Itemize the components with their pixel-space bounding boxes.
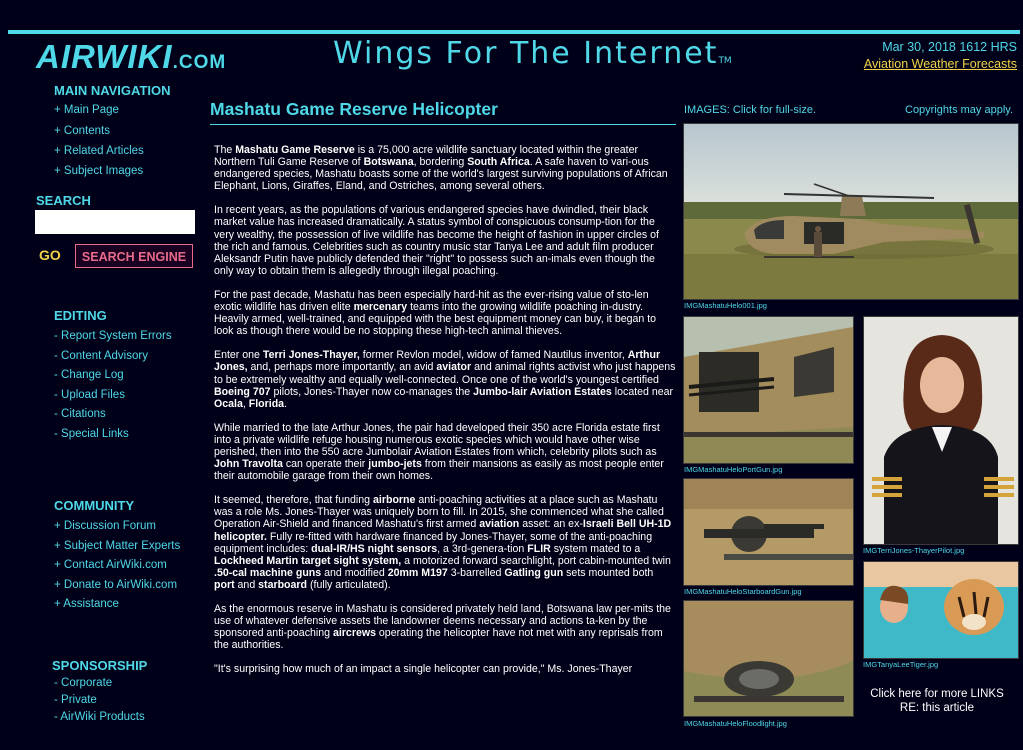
pilot-portrait-photo[interactable] xyxy=(863,316,1019,545)
date-time: Mar 30, 2018 1612 HRS xyxy=(882,40,1017,54)
nav-discussion-forum[interactable]: + Discussion Forum xyxy=(54,520,156,532)
search-input[interactable] xyxy=(35,210,195,234)
emphasized-term: port xyxy=(214,578,235,591)
nav-related-articles[interactable]: + Related Articles xyxy=(54,145,144,157)
image-caption: IMGMashatuHeloPortGun.jpg xyxy=(684,465,783,474)
nav-change-log[interactable]: - Change Log xyxy=(54,369,124,381)
article-paragraph: The Mashatu Game Reserve is a 75,000 acre wildlife sanctuary located within the greater Northern Tuli Game Reserve of Botswana, bordering South Africa. A safe haven to vari-ous endangered species, Mashatu boasts some of the world's largest surviving populations of African Elephant, Lions, Giraffes, Eland, and Ostriches, among several others. xyxy=(214,144,668,193)
nav-content-advisory[interactable]: - Content Advisory xyxy=(54,350,148,362)
trademark-mark: TM xyxy=(718,56,732,66)
port-gun-photo[interactable] xyxy=(683,316,854,464)
article-paragraph: Enter one Terri Jones-Thayer, former Revlon model, widow of famed Nautilus inventor, Arthur Jones, and, perhaps more importantly, an avid aviator and animal rights activist who just happens to be extremely wealthy and equally well-connected. Once one of the world's youngest certified Boeing 707 pilots, Jones-Thayer now co-manages the Jumbo-lair Aviation Estates located near Ocala, Florida. xyxy=(214,349,676,410)
search-engine-button[interactable]: SEARCH ENGINE xyxy=(75,244,193,268)
images-heading: IMAGES: Click for full-size. xyxy=(684,104,817,116)
top-rule xyxy=(8,30,1020,34)
article-paragraph: As the enormous reserve in Mashatu is considered privately held land, Botswana law per-mits the use of whatever defensive assets the landowner deems necessary and actions ta-ken by the sponsored anti-poaching aircrews operating the helicopter have not met with any reprisals from the authorities. xyxy=(214,603,671,652)
title-divider xyxy=(210,124,676,125)
nav-assistance[interactable]: + Assistance xyxy=(54,598,119,610)
floodlight-illustration xyxy=(684,601,853,716)
site-tagline xyxy=(333,36,732,71)
logo-suffix: .COM xyxy=(172,52,227,73)
emphasized-term: aircrews xyxy=(332,627,376,640)
go-button[interactable]: GO xyxy=(39,247,61,263)
page-title: Mashatu Game Reserve Helicopter xyxy=(210,99,498,119)
article-paragraph: While married to the late Arthur Jones, the pair had developed their 350 acre Florida estate first into a private wildlife refuge housing numerous exotic species which would have other wise perished, then into the 550 acre Jumbolair Aviation Estates from which, celebrity pilots such as John Travolta can operate their jumbo-jets from their mansions as easily as most people enter their automobile garage from their own homes. xyxy=(214,421,664,483)
nav-contact[interactable]: + Contact AirWiki.com xyxy=(54,559,167,571)
tiger-illustration xyxy=(864,562,1018,658)
nav-corporate[interactable]: - Corporate xyxy=(54,677,113,689)
emphasized-term: Boeing 707 xyxy=(214,385,271,398)
image-caption: IMGMashatuHeloStarboardGun.jpg xyxy=(684,587,802,596)
emphasized-term: starboard xyxy=(258,578,308,591)
tagline-text: Wings For The Internet xyxy=(333,36,719,71)
nav-report-system-errors[interactable]: - Report System Errors xyxy=(54,330,172,342)
emphasized-term: Arthur Jones, xyxy=(214,349,661,374)
image-caption: IMGTerriJones-ThayerPilot.jpg xyxy=(863,546,965,555)
nav-main-page[interactable]: + Main Page xyxy=(54,104,119,116)
nav-contents[interactable]: + Contents xyxy=(54,125,110,137)
emphasized-term: airborne xyxy=(373,494,416,507)
starboard-gun-illustration xyxy=(684,479,853,585)
nav-subject-images[interactable]: + Subject Images xyxy=(54,165,144,177)
nav-special-links[interactable]: - Special Links xyxy=(54,428,129,440)
emphasized-term: aviator xyxy=(436,361,472,374)
emphasized-term: FLIR xyxy=(527,542,551,555)
emphasized-term: 20mm M197 xyxy=(387,566,448,579)
emphasized-term: Terri Jones-Thayer, xyxy=(262,349,360,362)
emphasized-term: Lockheed Martin target sight system, xyxy=(214,554,402,567)
emphasized-term: John Travolta xyxy=(214,458,283,471)
image-caption: IMGTanyaLeeTiger.jpg xyxy=(863,660,939,669)
main-navigation-heading: MAIN NAVIGATION xyxy=(54,83,171,98)
search-heading: SEARCH xyxy=(36,193,91,208)
emphasized-term: jumbo-jets xyxy=(368,458,422,471)
nav-donate[interactable]: + Donate to AirWiki.com xyxy=(54,579,178,591)
article-paragraph: In recent years, as the populations of various endangered species have dwindled, their black market value has increased dramatically. A status symbol of conspicuous consump-tion for the very wealthy, the possession of live wildlife has become the height of fashion in upper circles of the rich and famous. Celebrities such as country music star Tanya Lee and adult film producer Aleksandr Putin have publicly defended their "right" to possess such an-imals even though the only way to obtain them is allegedly through illegal poaching. xyxy=(214,204,659,277)
site-logo[interactable] xyxy=(36,38,226,76)
image-caption: IMGMashatuHelo001.jpg xyxy=(684,301,767,310)
image-caption: IMGMashatuHeloFloodlight.jpg xyxy=(684,719,787,728)
pilot-portrait-illustration xyxy=(864,317,1018,544)
floodlight-photo[interactable] xyxy=(683,600,854,717)
emphasized-term: Gatling gun xyxy=(504,566,564,579)
helicopter-illustration xyxy=(684,124,1018,299)
article-body xyxy=(214,144,676,687)
article-paragraph: "It's surprising how much of an impact a single helicopter can provide," Ms. Jones-Thayer xyxy=(214,663,633,676)
starboard-gun-photo[interactable] xyxy=(683,478,854,586)
emphasized-term: Mashatu Game Reserve xyxy=(235,144,355,156)
helicopter-photo[interactable] xyxy=(683,123,1019,300)
emphasized-term: .50-cal machine guns xyxy=(214,566,322,579)
nav-airwiki-products[interactable]: - AirWiki Products xyxy=(54,711,145,723)
port-gun-illustration xyxy=(684,317,853,463)
article-paragraph: For the past decade, Mashatu has been especially hard-hit as the ever-rising value of sto-len exotic wildlife has driven elite mercenary teams into the growing wildlife poaching in-dustry. Heavily armed, well-trained, and equipped with the best equipment money can buy, it began to look as though there would be no stopping these high-tech animal thieves. xyxy=(214,288,657,338)
nav-citations[interactable]: - Citations xyxy=(54,408,106,420)
emphasized-term: Israeli Bell UH-1D helicopter. xyxy=(214,518,672,543)
emphasized-term: aviation xyxy=(479,518,520,531)
tiger-photo[interactable] xyxy=(863,561,1019,659)
weather-forecast-link[interactable]: Aviation Weather Forecasts xyxy=(863,57,1017,71)
more-links-link[interactable]: Click here for more LINKS RE: this article xyxy=(870,688,1004,714)
emphasized-term: Florida xyxy=(248,397,285,410)
emphasized-term: mercenary xyxy=(353,301,408,314)
nav-private[interactable]: - Private xyxy=(54,694,97,706)
emphasized-term: Botswana xyxy=(363,156,414,169)
article-paragraph: It seemed, therefore, that funding airborne anti-poaching activities at a place such as Mashatu was a role Ms. Jones-Thayer was uniquely born to fill. In 2015, she commenced what she called Operation Air-Shield and financed Mashatu's first armed aviation asset: an ex-Israeli Bell UH-1D helicopter. Fully re-fitted with hardware financed by Jones-Thayer, some of the anti-poaching equipment includes: dual-IR/HS night sensors, a 3rd-genera-tion FLIR system mated to a Lockheed Martin target sight system, a motorized forward searchlight, port cabin-mounted twin .50-cal machine guns and modified 20mm M197 3-barrelled Gatling gun sets mounted both port and starboard (fully articulated). xyxy=(214,494,672,591)
emphasized-term: dual-IR/HS night sensors xyxy=(311,542,438,555)
copyright-note: Copyrights may apply. xyxy=(905,104,1014,116)
emphasized-term: Ocala xyxy=(214,397,243,410)
logo-main: AIRWIKI xyxy=(36,38,173,75)
editing-heading: EDITING xyxy=(54,308,107,323)
emphasized-term: South Africa xyxy=(467,156,530,169)
emphasized-term: Jumbo-lair Aviation Estates xyxy=(473,385,612,398)
nav-subject-matter-experts[interactable]: + Subject Matter Experts xyxy=(54,540,181,552)
community-heading: COMMUNITY xyxy=(54,498,135,513)
sponsorship-heading: SPONSORSHIP xyxy=(52,658,148,673)
nav-upload-files[interactable]: - Upload Files xyxy=(54,389,125,401)
